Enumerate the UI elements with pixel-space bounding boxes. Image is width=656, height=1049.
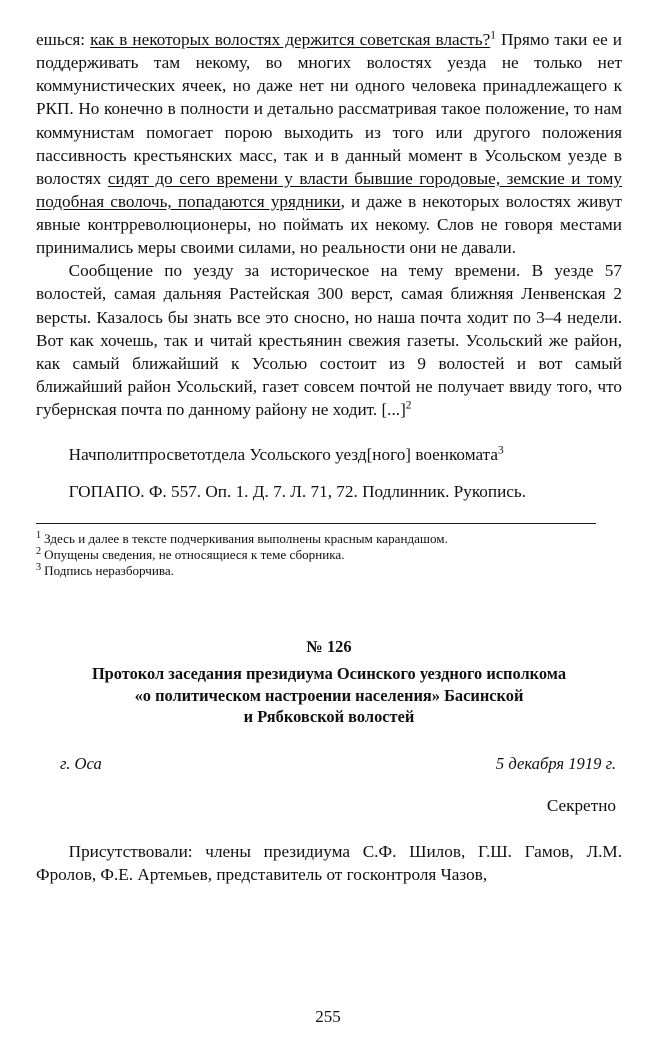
- document-title: [36, 663, 622, 728]
- footnote-ref-1: 1: [490, 29, 496, 42]
- archive-reference: ГОПАПО. Ф. 557. Оп. 1. Д. 7. Л. 71, 72. Подлинник. Рукопись.: [68, 482, 527, 502]
- document-body: [36, 840, 622, 886]
- document-number: № 126: [306, 636, 352, 656]
- document-title-line-1: Протокол заседания президиума Осинского уездного исполкома: [91, 663, 567, 683]
- underlined-phrase-1: как в некоторых волостях держится советская власть?: [90, 30, 491, 49]
- footnote-marker: 3: [36, 561, 42, 573]
- footnote-item: [36, 531, 596, 547]
- footnote-marker: 1: [36, 530, 42, 542]
- footnote-ref-2: 2: [405, 399, 412, 412]
- paragraph-continuation: [36, 28, 622, 259]
- footnotes-block: [36, 523, 596, 578]
- footnote-text: Опущены сведения, не относящиеся к теме сборника.: [44, 547, 345, 563]
- footnote-text: Подпись неразборчива.: [44, 563, 174, 579]
- footnote-item: [36, 563, 596, 579]
- secrecy-label: Секретно: [546, 795, 616, 815]
- document-heading: [36, 637, 622, 728]
- paragraph-2: [36, 259, 622, 421]
- document-title-line-2: «о политическом настроении населения» Басинской: [134, 685, 524, 705]
- footnote-item: [36, 547, 596, 563]
- signature-text: Начполитпросветотдела Усольского уезд[ного] военкомата: [68, 445, 498, 465]
- paragraph-1-middle: Прямо таки ее и поддерживать там некому, во многих волостях уезда не только нет коммунистических ячеек, но даже нет ни одного человека принадлежащего к РКП. Но конечно в полности и детально рассматривая такое положение, то нам коммунистам помогает порою выходить из того или другого положения пассивность крестьянских масс, так и в данный момент в Усольском уезде в волостях: [36, 30, 622, 188]
- paragraph-1-lead: ешься:: [36, 30, 91, 49]
- paragraph-1-tail: , и даже в некоторых волостях живут явные контрреволюционеры, но поймать их некому. Слов не говоря местами принимались меры своими силами, но реальности они не давали.: [36, 191, 622, 258]
- underlined-phrase-2: сидят до сего времени у власти бывшие городовые, земские и тому подобная сволочь, попадаются урядники: [36, 168, 622, 211]
- signature-line: [36, 443, 622, 466]
- place-label: г. Оса: [60, 753, 102, 773]
- page-number: 255: [315, 1007, 341, 1026]
- main-text-block: [36, 28, 622, 503]
- date-label: 5 декабря 1919 г.: [495, 753, 616, 773]
- place-and-date: [36, 754, 622, 774]
- attendees-paragraph: Присутствовали: члены президиума С.Ф. Шилов, Г.Ш. Гамов, Л.М. Фролов, Ф.Е. Артемьев, представитель от госконтроля Чазов,: [36, 841, 622, 884]
- paragraph-2-text: Сообщение по уезду за историческое на тему времени. В уезде 57 волостей, самая дальняя Растейская 300 верст, самая ближняя Ленвенская 2 версты. Казалось бы знать все это сносно, но наша почта ходит по 3–4 недели. Вот как хочешь, так и читай крестьянин свежия газеты. Усольский же район, как самый ближайший к Усолью состоит из 9 волостей и вот самый ближайший район Усольский, газет совсем почтой не получает ввиду того, что губернская почта по данному району не ходит. [...]: [36, 261, 622, 419]
- document-title-line-3: и Рябковской волостей: [243, 707, 415, 727]
- footnote-ref-3: 3: [498, 444, 504, 457]
- footnote-marker: 2: [36, 545, 42, 557]
- footnote-text: Здесь и далее в тексте подчеркивания выполнены красным карандашом.: [44, 531, 448, 547]
